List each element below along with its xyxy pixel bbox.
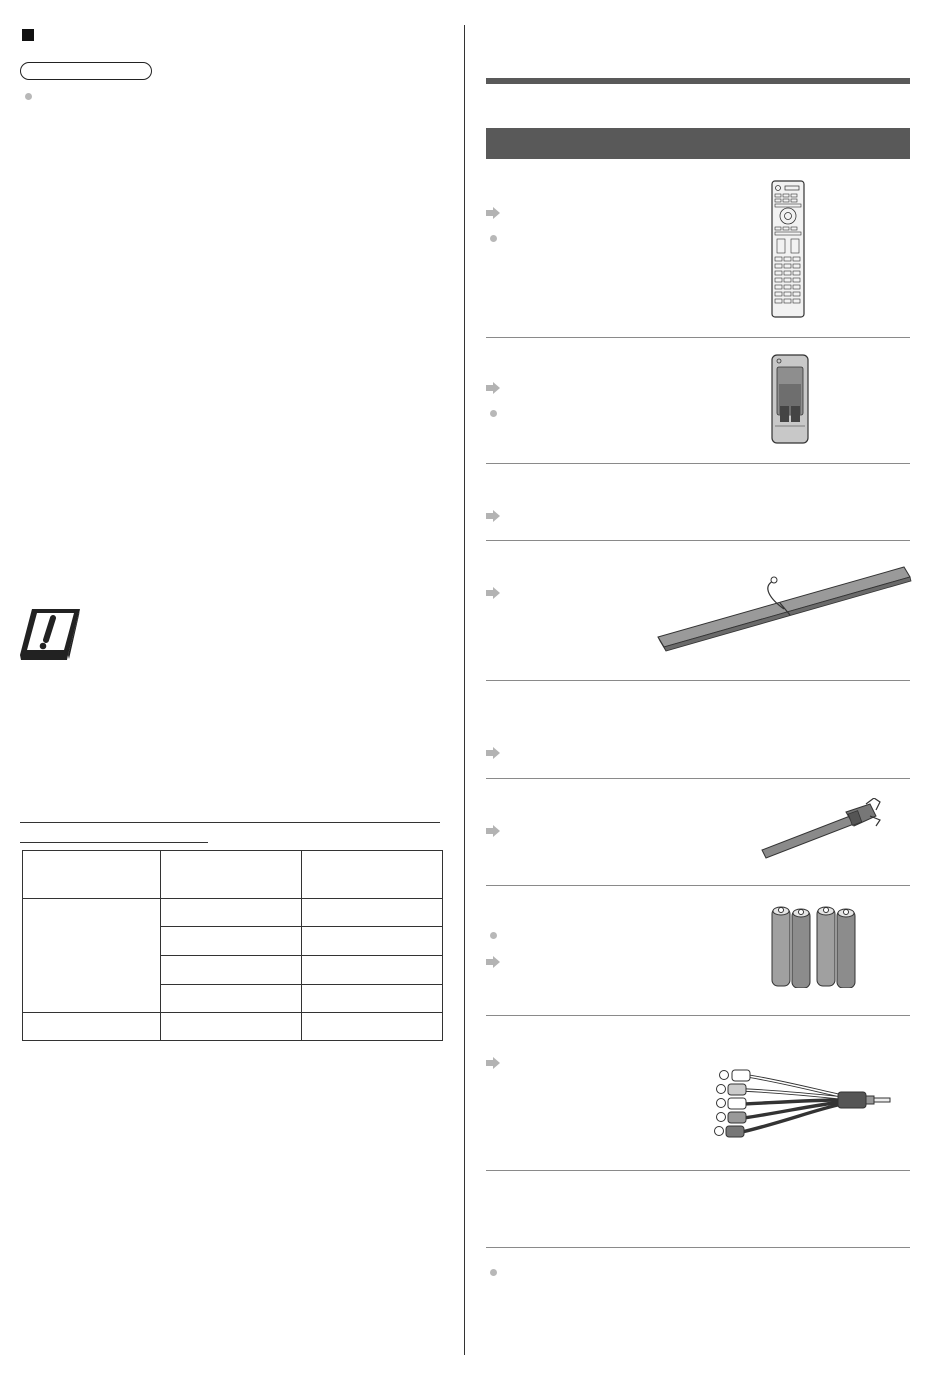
bullet-icon: [25, 93, 32, 100]
table-cell: [161, 1013, 301, 1041]
arrow-right-icon: [486, 825, 500, 837]
stand-icon: [652, 565, 914, 660]
item-divider: [486, 1170, 910, 1171]
caution-book-icon: [18, 607, 84, 665]
bullet-icon: [490, 235, 497, 242]
table-cell: [161, 927, 301, 956]
footer-rule-short: [20, 842, 208, 843]
header-bar: [486, 78, 910, 84]
item-divider: [486, 778, 910, 779]
bullet-icon: [490, 932, 497, 939]
table-cell: [301, 956, 442, 985]
item-divider: [486, 337, 910, 338]
touch-pad-icon: [771, 354, 809, 444]
item-divider: [486, 1015, 910, 1016]
remote-control-icon: [771, 180, 805, 318]
arrow-right-icon: [486, 510, 500, 522]
table-cell: [301, 927, 442, 956]
table-cell: [161, 956, 301, 985]
item-divider: [486, 680, 910, 681]
cable-tie-icon: [758, 798, 886, 860]
table-header-cell: [23, 851, 161, 899]
av-cable-icon: [714, 1060, 894, 1146]
item-divider: [486, 463, 910, 464]
item-divider: [486, 1247, 910, 1248]
column-divider: [464, 25, 465, 1355]
item-divider: [486, 540, 910, 541]
section-marker-icon: [22, 29, 34, 41]
spec-table: [22, 850, 443, 1041]
table-cell: [23, 899, 161, 1013]
table-cell: [161, 985, 301, 1013]
section-band: [486, 128, 910, 159]
bullet-icon: [490, 410, 497, 417]
item-divider: [486, 885, 910, 886]
battery-icon: [770, 902, 862, 988]
bullet-icon: [490, 1269, 497, 1276]
arrow-right-icon: [486, 207, 500, 219]
arrow-right-icon: [486, 587, 500, 599]
table-cell: [301, 899, 442, 927]
table-cell: [161, 899, 301, 927]
arrow-right-icon: [486, 747, 500, 759]
label-pill: [20, 62, 152, 80]
arrow-right-icon: [486, 1057, 500, 1069]
table-cell: [301, 1013, 442, 1041]
table-cell: [301, 985, 442, 1013]
table-cell: [23, 1013, 161, 1041]
arrow-right-icon: [486, 956, 500, 968]
table-header-cell: [161, 851, 301, 899]
footer-rule-long: [20, 822, 440, 823]
arrow-right-icon: [486, 382, 500, 394]
table-header-cell: [301, 851, 442, 899]
